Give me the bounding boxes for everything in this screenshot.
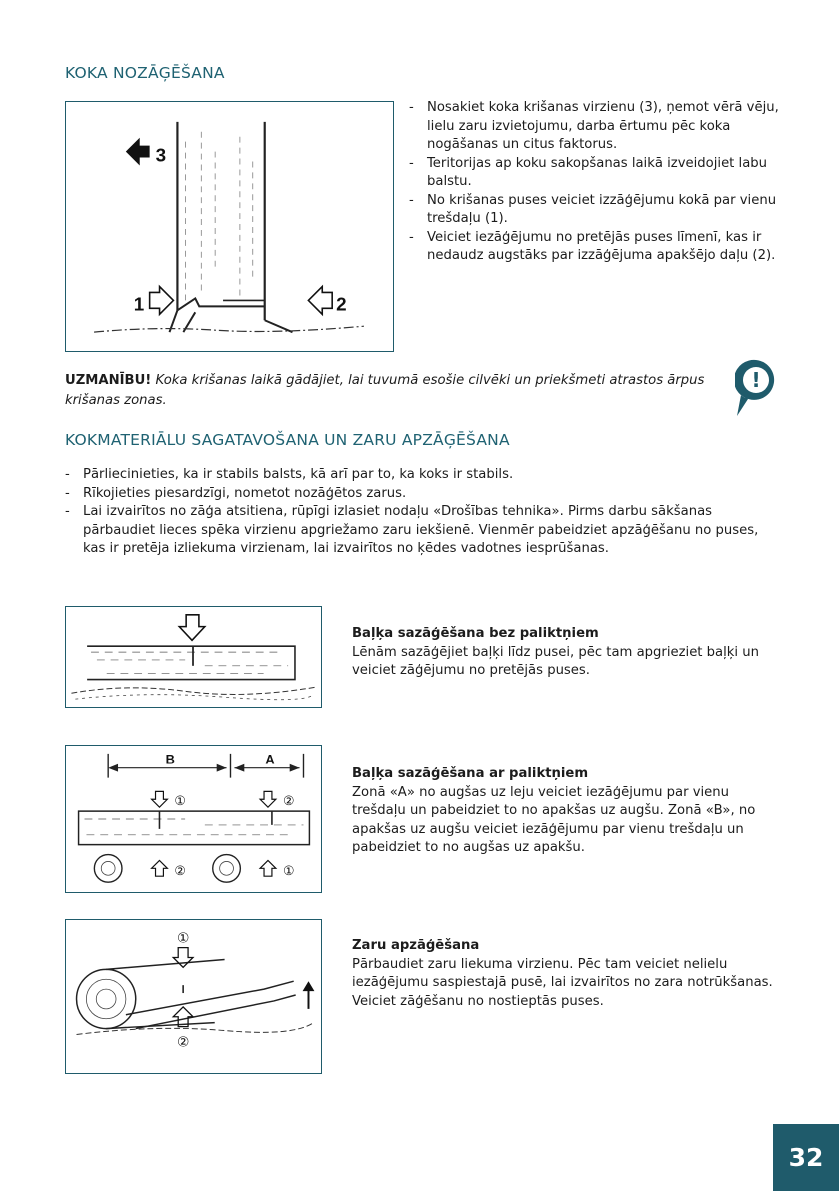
caption-limbing (352, 937, 777, 1011)
list-item: - Veiciet iezāģējumu no pretējās puses līmenī, kas ir nedaudz augstāks par izzāģējuma apakšējo daļu (2). (409, 229, 779, 266)
circled-1-label: ① (176, 930, 190, 947)
warning-note (65, 371, 730, 411)
zone-a-label: A (265, 751, 275, 767)
circled-2-bottom-b: ② (174, 864, 186, 880)
caption-title: Baļķa sazāģēšana bez paliktņiem (352, 626, 599, 641)
zone-b-label: B (165, 751, 175, 767)
limbing-diagram (66, 920, 321, 1073)
log-with-support-diagram (66, 746, 321, 892)
tree-felling-figure (65, 101, 394, 352)
bucking-instructions (65, 466, 779, 559)
list-item: - Teritorijas ap koku sakopšanas laikā izveidojiet labu balstu. (409, 155, 779, 192)
felling-instructions (409, 99, 779, 266)
circled-1-top-b: ① (174, 794, 186, 810)
label-notch-cut: 1 (133, 293, 145, 315)
log-with-support-figure (65, 745, 322, 893)
list-item: - Rīkojieties piesardzīgi, nometot nozāģētos zarus. (65, 485, 779, 504)
caption-title: Zaru apzāģēšana (352, 938, 480, 953)
list-item: - No krišanas puses veiciet izzāģējumu kokā par vienu trešdaļu (1). (409, 192, 779, 229)
tree-felling-diagram (66, 102, 393, 351)
caption-text: Zonā «A» no augšas uz leju veiciet iezāģējumu par vienu trešdaļu un pabeidziet to no apakšas uz augšu. Zonā «B», no apakšas uz augšu veiciet iezāģējumu par vienu trešdaļu un pabeidziet to no augšas uz apakšu. (352, 784, 756, 855)
list-item: - Pārliecinieties, ka ir stabils balsts, kā arī par to, ka koks ir stabils. (65, 466, 779, 485)
section-title-felling: KOKA NOZĀĢĒŠANA (65, 64, 225, 82)
circled-1-bottom-a: ① (282, 864, 295, 880)
page-number: 32 (773, 1124, 839, 1191)
list-item: - Lai izvairītos no zāģa atsitiena, rūpīgi izlasiet nodaļu «Drošības tehnika». Pirms darbu sākšanas pārbaudiet lieces spēka virzienu apgriežamo zaru iekšienē. Vienmēr pabeidziet apzāģēšanu no puses, kas ir pretēja izliekuma virzienam, lai izvairītos no ķēdes vadotnes iesprūšanas. (65, 503, 779, 559)
caption-text: Pārbaudiet zaru liekuma virzienu. Pēc tam veiciet nelielu iezāģējumu saspiestajā pusē, lai izvairītos no zara notrūkšanas. Veiciet zāģēšanu no nostieptās puses. (352, 956, 773, 1009)
warning-icon-symbol: ! (751, 368, 761, 392)
section-title-bucking: KOKMATERIĀLU SAGATAVOŠANA UN ZARU APZĀĢĒŠANA (65, 431, 510, 449)
log-no-support-diagram (66, 607, 321, 707)
warning-text: Koka krišanas laikā gādājiet, lai tuvumā esošie cilvēki un priekšmeti atrastos ārpus krišanas zonas. (65, 373, 705, 408)
caption-title: Baļķa sazāģēšana ar paliktņiem (352, 766, 589, 781)
circled-2-label: ② (176, 1034, 190, 1051)
warning-label: UZMANĪBU! (65, 373, 152, 388)
caption-text: Lēnām sazāģējiet baļķi līdz pusei, pēc tam apgrieziet baļķi un veiciet zāģējumu no pretējās puses. (352, 644, 759, 678)
label-back-cut: 2 (336, 293, 347, 315)
caption-no-support (352, 625, 777, 681)
list-item: - Nosakiet koka krišanas virzienu (3), ņemot vērā vēju, lielu zaru izvietojumu, darba ērtumu pēc koka nogāšanas un citus faktorus. (409, 99, 779, 155)
log-no-support-figure (65, 606, 322, 708)
limbing-figure (65, 919, 322, 1074)
label-fall-direction: 3 (155, 144, 167, 166)
circled-2-top-a: ② (282, 794, 295, 810)
warning-icon (735, 359, 777, 417)
caption-with-support (352, 765, 777, 858)
